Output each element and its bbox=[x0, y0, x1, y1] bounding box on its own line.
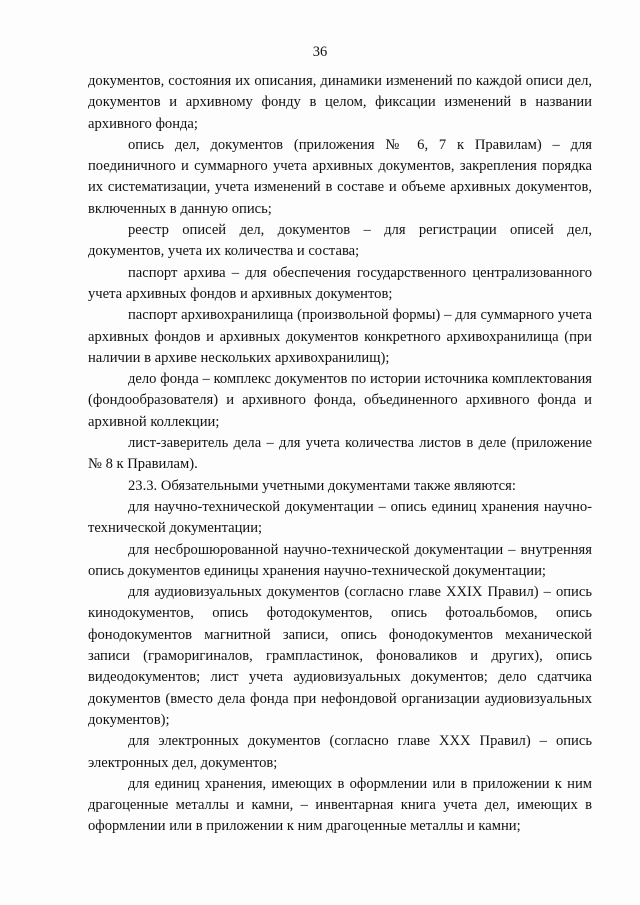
page-body bbox=[88, 71, 592, 838]
paragraph-fund-case: дело фонда – комплекс документов по истории источника комплектования (фондообразователя) и архивного фонда, объединенного архивного фонда и архивной коллекции; bbox=[88, 371, 592, 430]
page-number: 36 bbox=[312, 44, 328, 60]
paragraph-continuation: документов, состояния их описания, динамики изменений по каждой описи дел, документов и архивному фонду в целом, фиксации изменений в названии архивного фонда; bbox=[88, 73, 592, 132]
paragraph-technical-docs: для научно-технической документации – опись единиц хранения научно-технической документации; bbox=[88, 498, 592, 537]
paragraph-unbound-technical-docs: для несброшюрованной научно-технической документации – внутренняя опись документов единицы хранения научно-технической документации; bbox=[88, 541, 592, 579]
paragraph-archive-passport: паспорт архива – для обеспечения государственного централизованного учета архивных фондов и архивных документов; bbox=[88, 264, 592, 302]
paragraph-electronic-docs: для электронных документов (согласно главе XXX Правил) – опись электронных дел, документов; bbox=[88, 733, 592, 771]
paragraph-inventory-cases: опись дел, документов (приложения № 6, 7 к Правилам) – для поединичного и суммарного учета архивных документов, закрепления порядка их систематизации, учета изменений в составе и объеме архивных документов, включенных в данную опись; bbox=[88, 136, 592, 217]
paragraph-certification-sheet: лист-заверитель дела – для учета количества листов в деле (приложение № 8 к Правилам). bbox=[88, 435, 592, 473]
paragraph-precious-metals: для единиц хранения, имеющих в оформлении или в приложении к ним драгоценные металлы и камни, – инвентарная книга учета дел, имеющих в оформлении или в приложении к ним драгоценные металлы и камни; bbox=[88, 775, 592, 835]
paragraph-storage-passport: паспорт архивохранилища (произвольной формы) – для суммарного учета архивных фондов и архивных документов конкретного архивохранилища (при наличии в архиве нескольких архивохранилищ); bbox=[88, 307, 592, 366]
section-heading-23-3: 23.3. Обязательными учетными документами также являются: bbox=[128, 477, 516, 494]
paragraph-audiovisual-docs: для аудиовизуальных документов (согласно главе XXIX Правил) – опись кинодокументов, опись фотодокументов, опись фотоальбомов, опись фонодокументов магнитной записи, опись фонодокументов механической записи (граморигиналов, грампластинок, фоновaликов и других), опись видеодокументов; лист учета аудиовизуальных документов; дело сдатчика документов (вместо дела фонда при нефондовой организации аудиовизуальных документов); bbox=[88, 584, 592, 728]
paragraph-register-inventories: реестр описей дел, документов – для регистрации описей дел, документов, учета их количества и состава; bbox=[88, 222, 592, 260]
